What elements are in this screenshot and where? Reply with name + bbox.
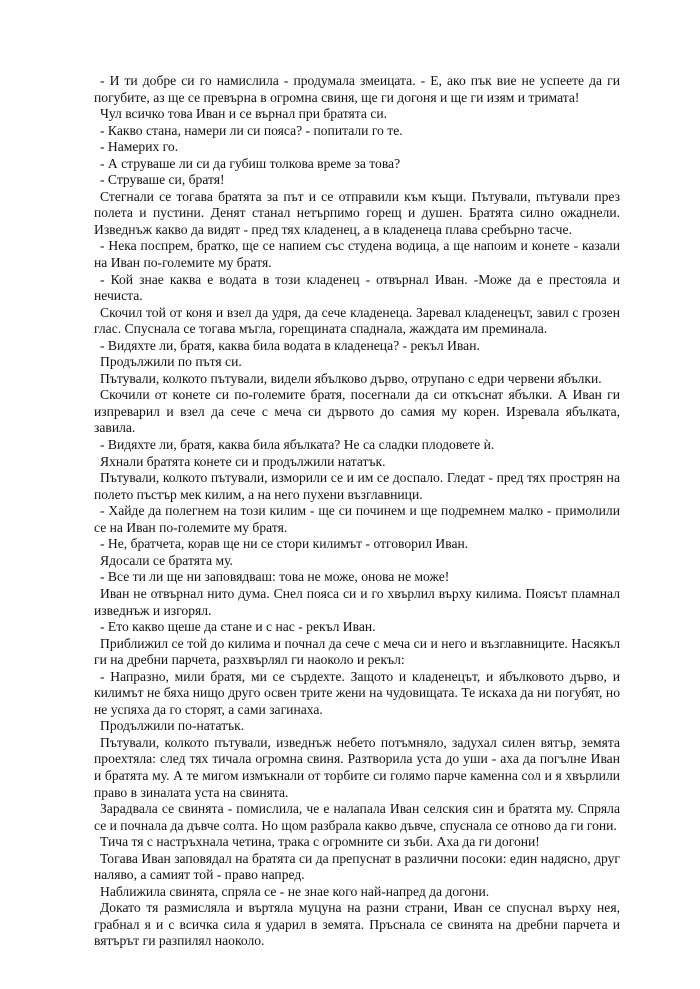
paragraph: - Намерих го.	[100, 139, 179, 155]
paragraph: Чул всичко това Иван и се върнал при братята си.	[100, 106, 388, 122]
paragraph: Зарадвала се свинята - помислила, че е налапала Иван селския син и братята му. Спряла се и почнала да дъвче солта. Но щом разбрала какво дъвче, спуснала се отново да ги гони.	[94, 801, 620, 833]
paragraph: Тича тя с настръхнала четина, трака с огромните си зъби. Аха да ги догони!	[100, 834, 540, 850]
paragraph: - Струваше си, братя!	[100, 172, 225, 188]
paragraph: Иван не отвърнал нито дума. Снел пояса си и го хвърлил върху килима. Поясът пламнал изведнъж и изгорял.	[94, 585, 620, 618]
paragraph: - Нека поспрем, братко, ще се напием със студена водица, а ще напоим и конете - казали на Иван по-големите му братя.	[94, 238, 620, 271]
paragraph: - Не, братчета, корав ще ни се стори килимът - отговорил Иван.	[100, 536, 469, 552]
story-text	[94, 73, 620, 950]
paragraph: Приближил се той до килима и почнал да сече с меча си и него и възглавниците. Насякъл ги на дребни парчета, разхвърлял ги наоколо и рекъл:	[94, 635, 620, 668]
paragraph: - Ето какво щеше да стане и с нас - рекъл Иван.	[100, 619, 376, 635]
paragraph: - Все ти ли ще ни заповядваш: това не може, онова не може!	[100, 569, 450, 585]
paragraph: Тогава Иван заповядал на братята си да препуснат в различни посоки: един надясно, друг наляво, а самият той - право напред.	[94, 850, 620, 883]
paragraph: Пътували, колкото пътували, изморили се и им се доспало. Гледат - пред тях прострян на полето пъстър мек килим, а на него пухени възглавници.	[94, 470, 620, 502]
paragraph: - Видяхте ли, братя, каква била водата в кладенеца? - рекъл Иван.	[100, 337, 480, 353]
paragraph: Пътували, колкото пътували, изведнъж небето потъмняло, задухал силен вятър, земята проехтяла: след тях тичала огромна свиня. Разтворила уста до уши - аха да погълне Иван и братята му. А те мигом измъкнали от торбите си голямо парче каменна сол и я хвърлили право в зиналата уста на свинята.	[94, 734, 620, 800]
paragraph: Наближила свинята, спряла се - не знае кого най-напред да догони.	[100, 883, 490, 899]
paragraph: - И ти добре си го намислила - продумала змеицата. - Е, ако пък вие не успеете да ги погубите, аз ще се превърна в огромна свиня, ще ги догоня и ще ги изям и тримата!	[94, 73, 620, 105]
paragraph: - Напразно, мили братя, ми се сърдехте. Защото и кладенецът, и ябълковото дърво, и килимът не бяха нищо друго освен трите жени на чудовищата. Те искаха да ни погубят, но не успяха да го сторят, а сами загинаха.	[94, 668, 620, 717]
paragraph: Пътували, колкото пътували, видели ябълково дърво, отрупано с едри червени ябълки.	[100, 370, 602, 386]
paragraph: Стегнали се тогава братята за път и се отправили към къщи. Пътували, пътували през полета и пустини. Денят станал нетърпимо горещ и душен. Братята силно ожаднели. Изведнъж какво да видят - пред тях кладенец, а в кладенеца плава сребърно тасче.	[94, 188, 620, 237]
paragraph: - Видяхте ли, братя, каква била ябълката? Не са сладки плодовете ѝ.	[100, 437, 495, 453]
paragraph: - Хайде да полегнем на този килим - ще си починем и ще подремнем малко - примолили се на Иван по-големите му братя.	[94, 503, 620, 535]
paragraph: - А струваше ли си да губиш толкова време за това?	[100, 155, 401, 171]
paragraph: Докато тя размисляла и въртяла муцуна на разни страни, Иван се спуснал върху нея, грабнал я и с всичка сила я ударил в земята. Пръснала се свинята на дребни парчета и вятърът ги разпилял наоколо.	[94, 900, 620, 949]
paragraph: Яхнали братята конете си и продължили нататък.	[100, 453, 386, 469]
paragraph: Продължили по пътя си.	[100, 354, 242, 370]
paragraph: Скочил той от коня и взел да удря, да сече кладенеца. Заревал кладенецът, завил с грозен глас. Спуснала се тогава мъгла, горещината спаднала, жаждата им преминала.	[94, 304, 620, 337]
paragraph: - Какво стана, намери ли си пояса? - попитали го те.	[100, 122, 403, 138]
paragraph: Скочили от конете си по-големите братя, посегнали да си откъснат ябълки. А Иван ги изпреварил и взел да сече с меча си дървото до самия му корен. Изревала ябълката, завила.	[94, 387, 620, 436]
paragraph: Продължили по-нататък.	[100, 718, 245, 734]
paragraph: - Кой знае каква е водата в този кладенец - отвърнал Иван. -Може да е престояла и нечиста.	[94, 271, 620, 304]
paragraph: Ядосали се братята му.	[100, 552, 233, 568]
